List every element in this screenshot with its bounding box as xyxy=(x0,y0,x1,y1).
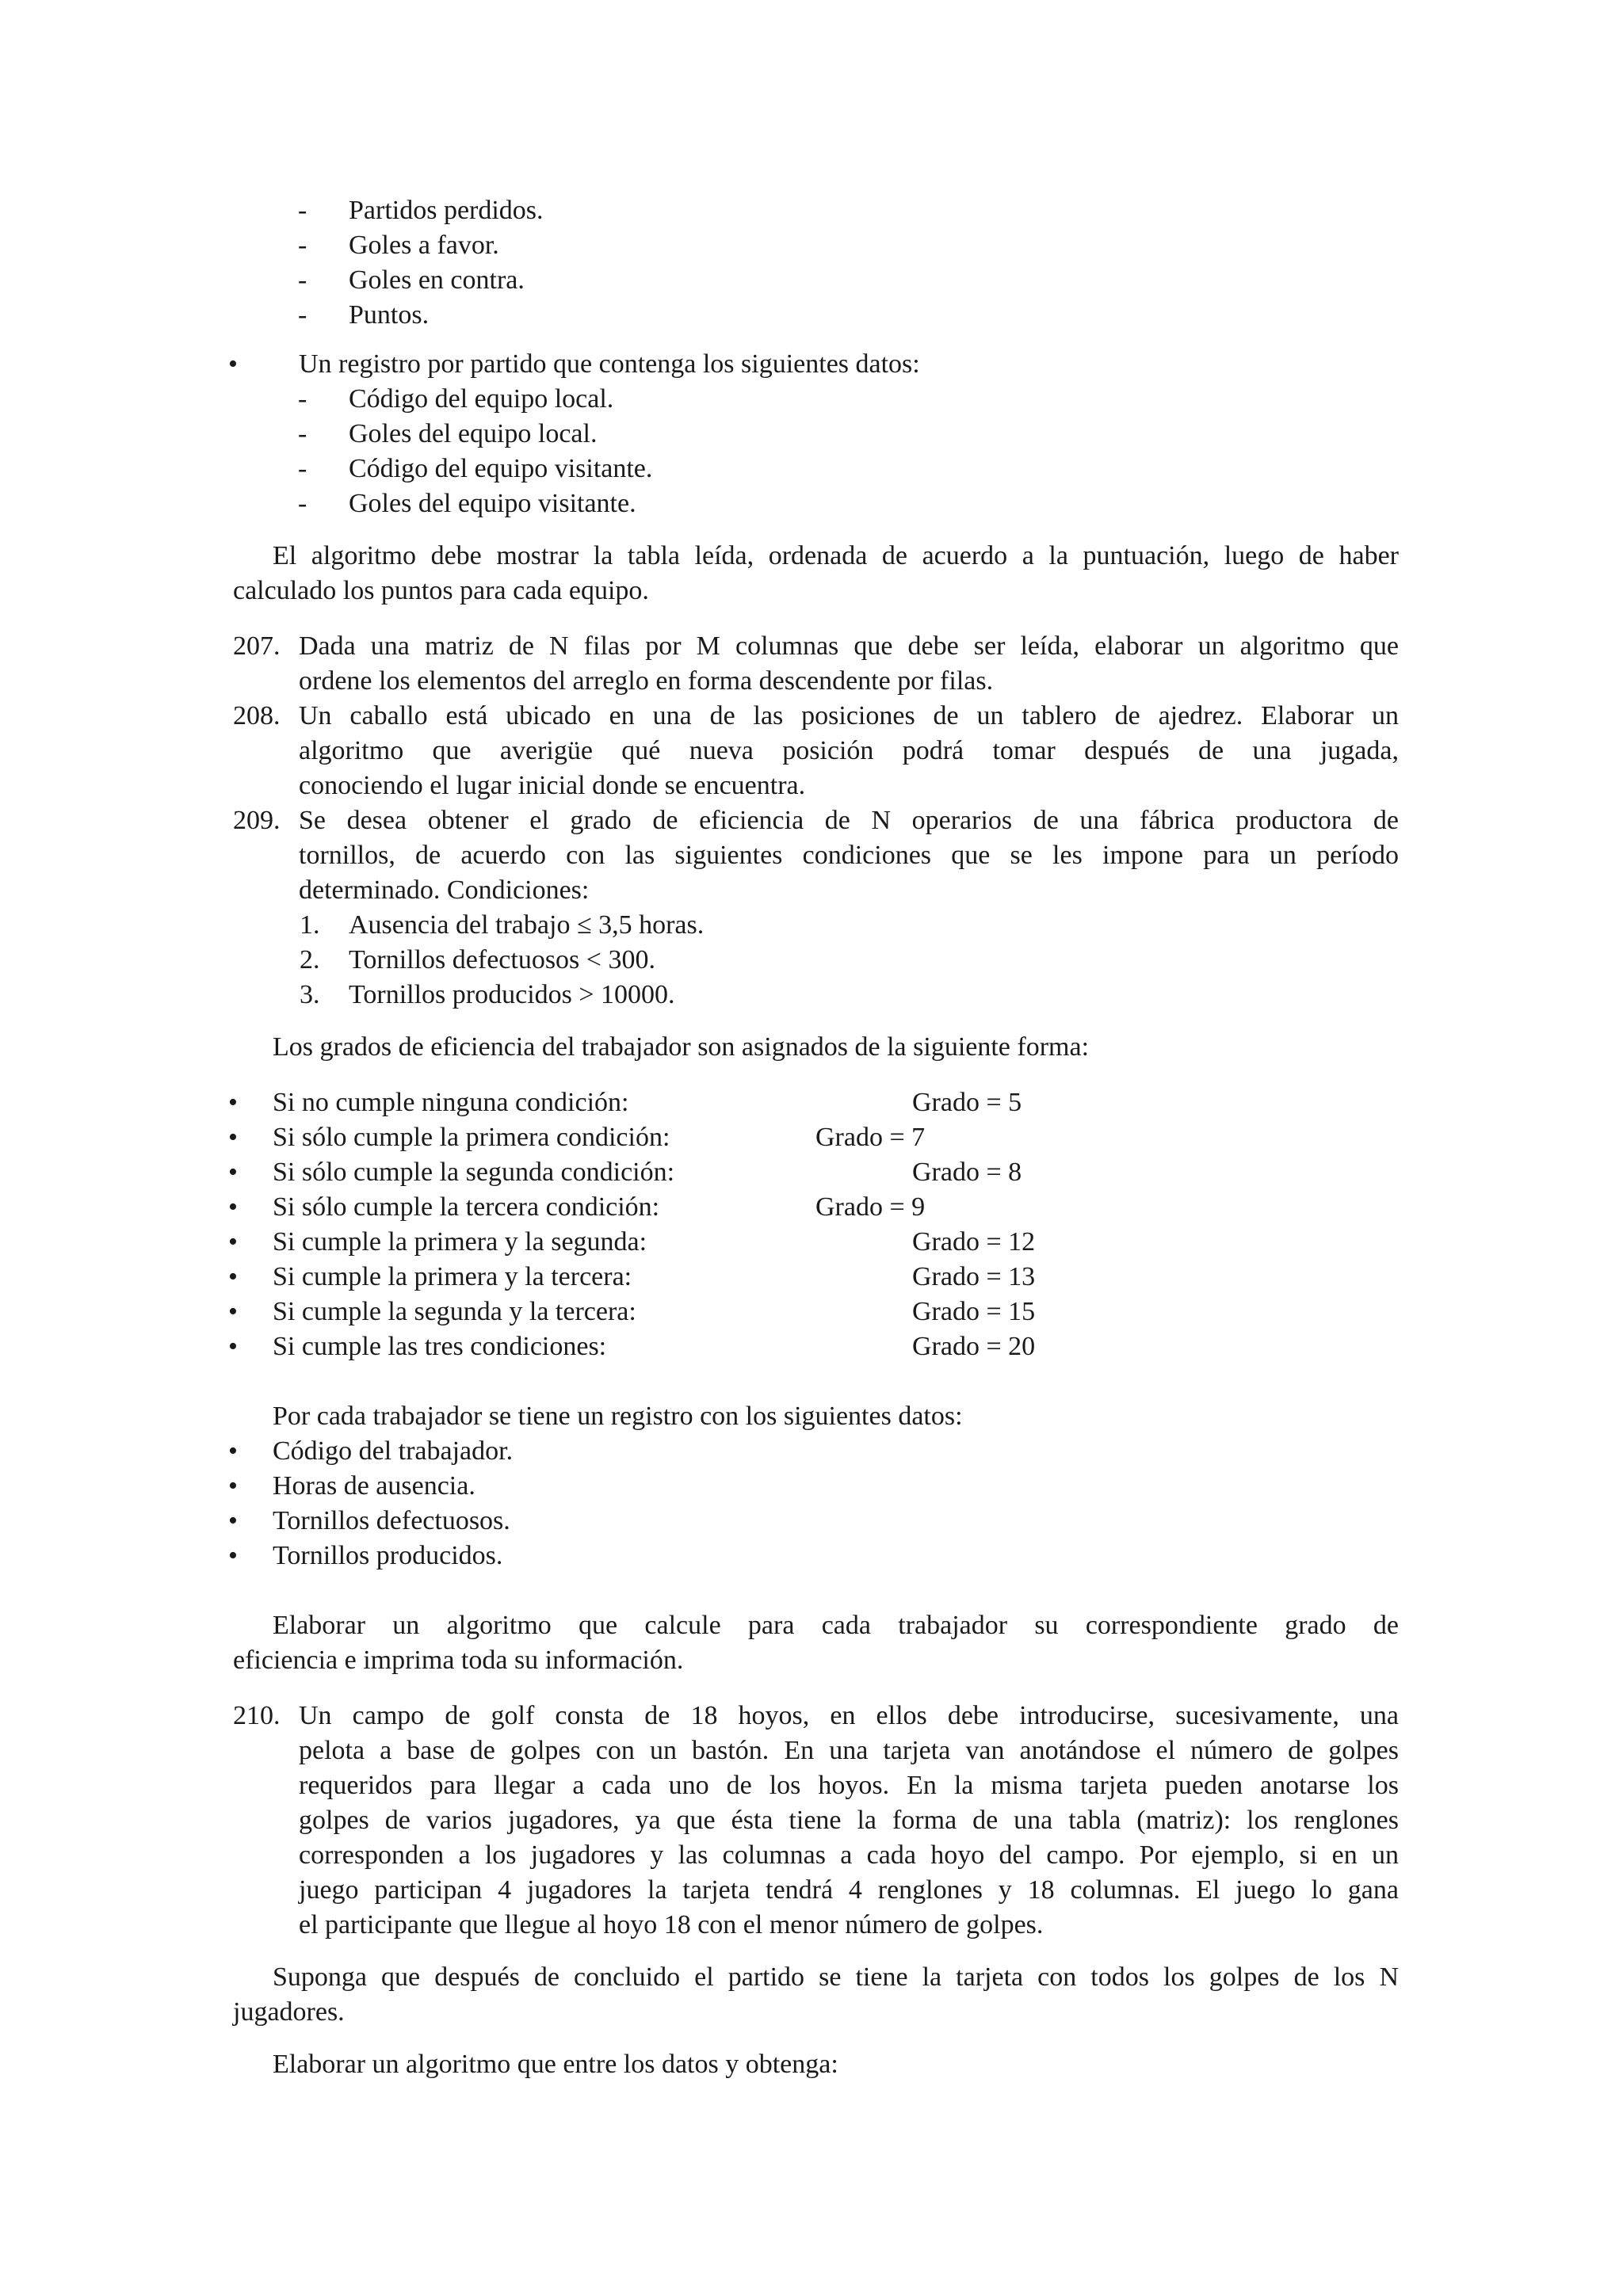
list-item-text: Código del trabajador. xyxy=(273,1436,514,1466)
grade-value: Grado = 5 xyxy=(912,1088,1022,1117)
list-item-number: 2. xyxy=(300,945,320,974)
list-item-text: Goles a favor. xyxy=(349,231,499,260)
grade-condition: Si cumple la primera y la segunda: xyxy=(273,1227,647,1257)
grade-condition: Si no cumple ninguna condición: xyxy=(273,1088,629,1117)
list-item-text: Tornillos defectuosos < 300. xyxy=(349,945,655,974)
grade-value: Grado = 7 xyxy=(815,1123,926,1152)
paragraph-line: calculado los puntos para cada equipo. xyxy=(233,576,649,605)
exercise-line: ordene los elementos del arreglo en forma descendente por filas. xyxy=(299,666,994,696)
bullet-marker: • xyxy=(228,1506,238,1535)
exercise-line: corresponden a los jugadores y las columnas a cada hoyo del campo. Por ejemplo, si en un xyxy=(299,1840,1399,1870)
bullet-marker: • xyxy=(228,1227,238,1257)
dash-marker: - xyxy=(298,454,307,483)
exercise-number: 207. xyxy=(233,631,281,661)
paragraph-line: El algoritmo debe mostrar la tabla leída, ordenada de acuerdo a la puntuación, luego de haber xyxy=(273,541,1399,570)
list-item-number: 3. xyxy=(300,980,320,1009)
list-item-text: Goles en contra. xyxy=(349,265,525,295)
exercise-line: conociendo el lugar inicial donde se encuentra. xyxy=(299,771,806,800)
list-item-text: Tornillos producidos > 10000. xyxy=(349,980,675,1009)
exercise-line: Un caballo está ubicado en una de las posiciones de un tablero de ajedrez. Elaborar un xyxy=(299,701,1399,730)
paragraph-line: Suponga que después de concluido el partido se tiene la tarjeta con todos los golpes de los N xyxy=(273,1962,1399,1992)
exercise-line: requeridos para llegar a cada uno de los hoyos. En la misma tarjeta pueden anotarse los xyxy=(299,1771,1399,1800)
list-item-text: Puntos. xyxy=(349,300,430,330)
grade-value: Grado = 15 xyxy=(912,1297,1036,1326)
exercise-line: golpes de varios jugadores, ya que ésta tiene la forma de una tabla (matriz): los renglones xyxy=(299,1806,1399,1835)
dash-marker: - xyxy=(298,489,307,518)
exercise-line: Se desea obtener el grado de eficiencia de N operarios de una fábrica productora de xyxy=(299,806,1399,835)
paragraph-line: Elaborar un algoritmo que entre los datos y obtenga: xyxy=(273,2050,838,2079)
dash-marker: - xyxy=(298,300,307,330)
list-item-text: Ausencia del trabajo ≤ 3,5 horas. xyxy=(349,910,705,940)
paragraph-line: Elaborar un algoritmo que calcule para cada trabajador su correspondiente grado de xyxy=(273,1611,1399,1640)
bullet-marker: • xyxy=(228,1297,238,1326)
dash-marker: - xyxy=(298,231,307,260)
list-item-text: Partidos perdidos. xyxy=(349,196,544,225)
list-item-text: Un registro por partido que contenga los siguientes datos: xyxy=(299,349,920,379)
grade-value: Grado = 13 xyxy=(912,1262,1036,1291)
grade-condition: Si cumple la primera y la tercera: xyxy=(273,1262,632,1291)
exercise-number: 208. xyxy=(233,701,281,730)
bullet-marker: • xyxy=(228,1471,238,1501)
exercise-number: 209. xyxy=(233,806,281,835)
grade-condition: Si sólo cumple la primera condición: xyxy=(273,1123,670,1152)
grade-condition: Si sólo cumple la tercera condición: xyxy=(273,1192,660,1222)
bullet-marker: • xyxy=(228,349,238,379)
list-item-number: 1. xyxy=(300,910,320,940)
bullet-marker: • xyxy=(228,1088,238,1117)
exercise-number: 210. xyxy=(233,1701,281,1730)
bullet-marker: • xyxy=(228,1192,238,1222)
dash-marker: - xyxy=(298,384,307,414)
exercise-line: determinado. Condiciones: xyxy=(299,875,590,905)
grades-intro: Los grados de eficiencia del trabajador son asignados de la siguiente forma: xyxy=(273,1032,1090,1062)
list-item-text: Goles del equipo local. xyxy=(349,419,598,448)
list-item-text: Tornillos producidos. xyxy=(273,1541,503,1570)
record-intro: Por cada trabajador se tiene un registro con los siguientes datos: xyxy=(273,1402,963,1431)
grade-condition: Si cumple la segunda y la tercera: xyxy=(273,1297,636,1326)
exercise-line: el participante que llegue al hoyo 18 con el menor número de golpes. xyxy=(299,1910,1044,1939)
list-item-text: Código del equipo local. xyxy=(349,384,614,414)
bullet-marker: • xyxy=(228,1123,238,1152)
dash-marker: - xyxy=(298,196,307,225)
grade-value: Grado = 12 xyxy=(912,1227,1036,1257)
bullet-marker: • xyxy=(228,1262,238,1291)
list-item-text: Tornillos defectuosos. xyxy=(273,1506,510,1535)
grade-value: Grado = 20 xyxy=(912,1332,1036,1361)
bullet-marker: • xyxy=(228,1332,238,1361)
grade-value: Grado = 9 xyxy=(815,1192,926,1222)
grade-condition: Si cumple las tres condiciones: xyxy=(273,1332,607,1361)
bullet-marker: • xyxy=(228,1436,238,1466)
exercise-line: juego participan 4 jugadores la tarjeta tendrá 4 renglones y 18 columnas. El juego lo gana xyxy=(299,1875,1399,1905)
list-item-text: Horas de ausencia. xyxy=(273,1471,475,1501)
dash-marker: - xyxy=(298,265,307,295)
exercise-line: algoritmo que averigüe qué nueva posición podrá tomar después de una jugada, xyxy=(299,736,1399,765)
bullet-marker: • xyxy=(228,1541,238,1570)
grade-condition: Si sólo cumple la segunda condición: xyxy=(273,1158,675,1187)
grade-value: Grado = 8 xyxy=(912,1158,1022,1187)
bullet-marker: • xyxy=(228,1158,238,1187)
paragraph-line: eficiencia e imprima toda su información. xyxy=(233,1646,684,1675)
list-item-text: Goles del equipo visitante. xyxy=(349,489,636,518)
exercise-line: Un campo de golf consta de 18 hoyos, en ellos debe introducirse, sucesivamente, una xyxy=(299,1701,1399,1730)
dash-marker: - xyxy=(298,419,307,448)
exercise-line: Dada una matriz de N filas por M columnas que debe ser leída, elaborar un algoritmo que xyxy=(299,631,1399,661)
paragraph-line: jugadores. xyxy=(233,1997,345,2027)
exercise-line: pelota a base de golpes con un bastón. En una tarjeta van anotándose el número de golpes xyxy=(299,1736,1399,1765)
exercise-line: tornillos, de acuerdo con las siguientes condiciones que se les impone para un período xyxy=(299,841,1399,870)
list-item-text: Código del equipo visitante. xyxy=(349,454,653,483)
